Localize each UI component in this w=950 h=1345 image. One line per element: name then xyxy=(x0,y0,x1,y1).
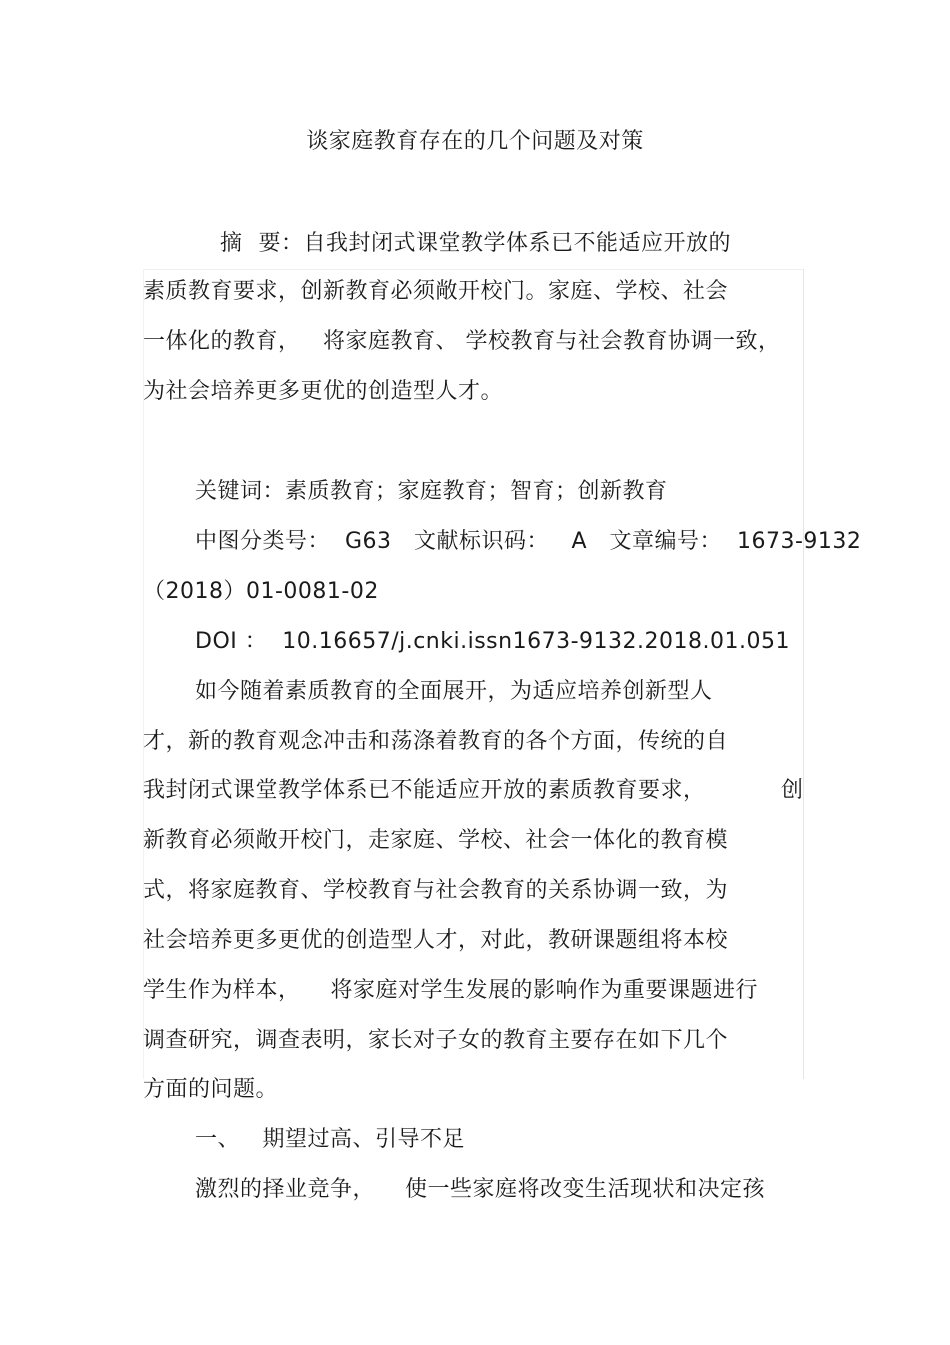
classification-line-2: （2018）01-0081-02 xyxy=(143,579,379,604)
abstract-label-char2: 要： xyxy=(258,231,304,256)
body-line-3: 我封闭式课堂教学体系已不能适应开放的素质教育要求， xyxy=(143,778,706,803)
body-line-5: 式，将家庭教育、学校教育与社会教育的关系协调一致，为 xyxy=(143,878,729,903)
abstract-label-char1: 摘 xyxy=(220,231,243,256)
abstract-line-1: 自我封闭式课堂教学体系已不能适应开放的 xyxy=(303,231,732,256)
classification-line-1: 中图分类号： G63 文献标识码： A 文章编号： 1673-9132 xyxy=(195,529,862,554)
abstract-line-3: 一体化的教育， 将家庭教育、 学校教育与社会教育协调一致， xyxy=(143,329,781,354)
body-line-4: 新教育必须敞开校门，走家庭、学校、社会一体化的教育模 xyxy=(143,828,729,853)
body-line-6: 社会培养更多更优的创造型人才，对此，教研课题组将本校 xyxy=(143,928,729,953)
keywords: 关键词：素质教育；家庭教育；智育；创新教育 xyxy=(195,479,668,504)
body-line-9: 方面的问题。 xyxy=(143,1077,279,1102)
doi: DOI ： 10.16657/j.cnki.issn1673-9132.2018.01.051 xyxy=(195,629,790,654)
body-line-7: 学生作为样本， 将家庭对学生发展的影响作为重要课题进行 xyxy=(143,978,758,1003)
body-line-3-trailing: 创 xyxy=(781,778,804,803)
section-1-first-line: 激烈的择业竞争， 使一些家庭将改变生活现状和决定孩 xyxy=(195,1177,765,1202)
body-line-2: 才，新的教育观念冲击和荡涤着教育的各个方面，传统的自 xyxy=(143,729,729,754)
abstract-first-line xyxy=(220,229,731,259)
body-line-8: 调查研究，调查表明，家长对子女的教育主要存在如下几个 xyxy=(143,1028,729,1053)
body-line-1: 如今随着素质教育的全面展开，为适应培养创新型人 xyxy=(195,679,713,704)
section-1-heading: 一、 期望过高、引导不足 xyxy=(195,1127,465,1152)
document-title: 谈家庭教育存在的几个问题及对策 xyxy=(306,129,644,154)
abstract-line-2: 素质教育要求，创新教育必须敞开校门。家庭、学校、社会 xyxy=(143,279,729,304)
abstract-line-4: 为社会培养更多更优的创造型人才。 xyxy=(143,379,504,404)
